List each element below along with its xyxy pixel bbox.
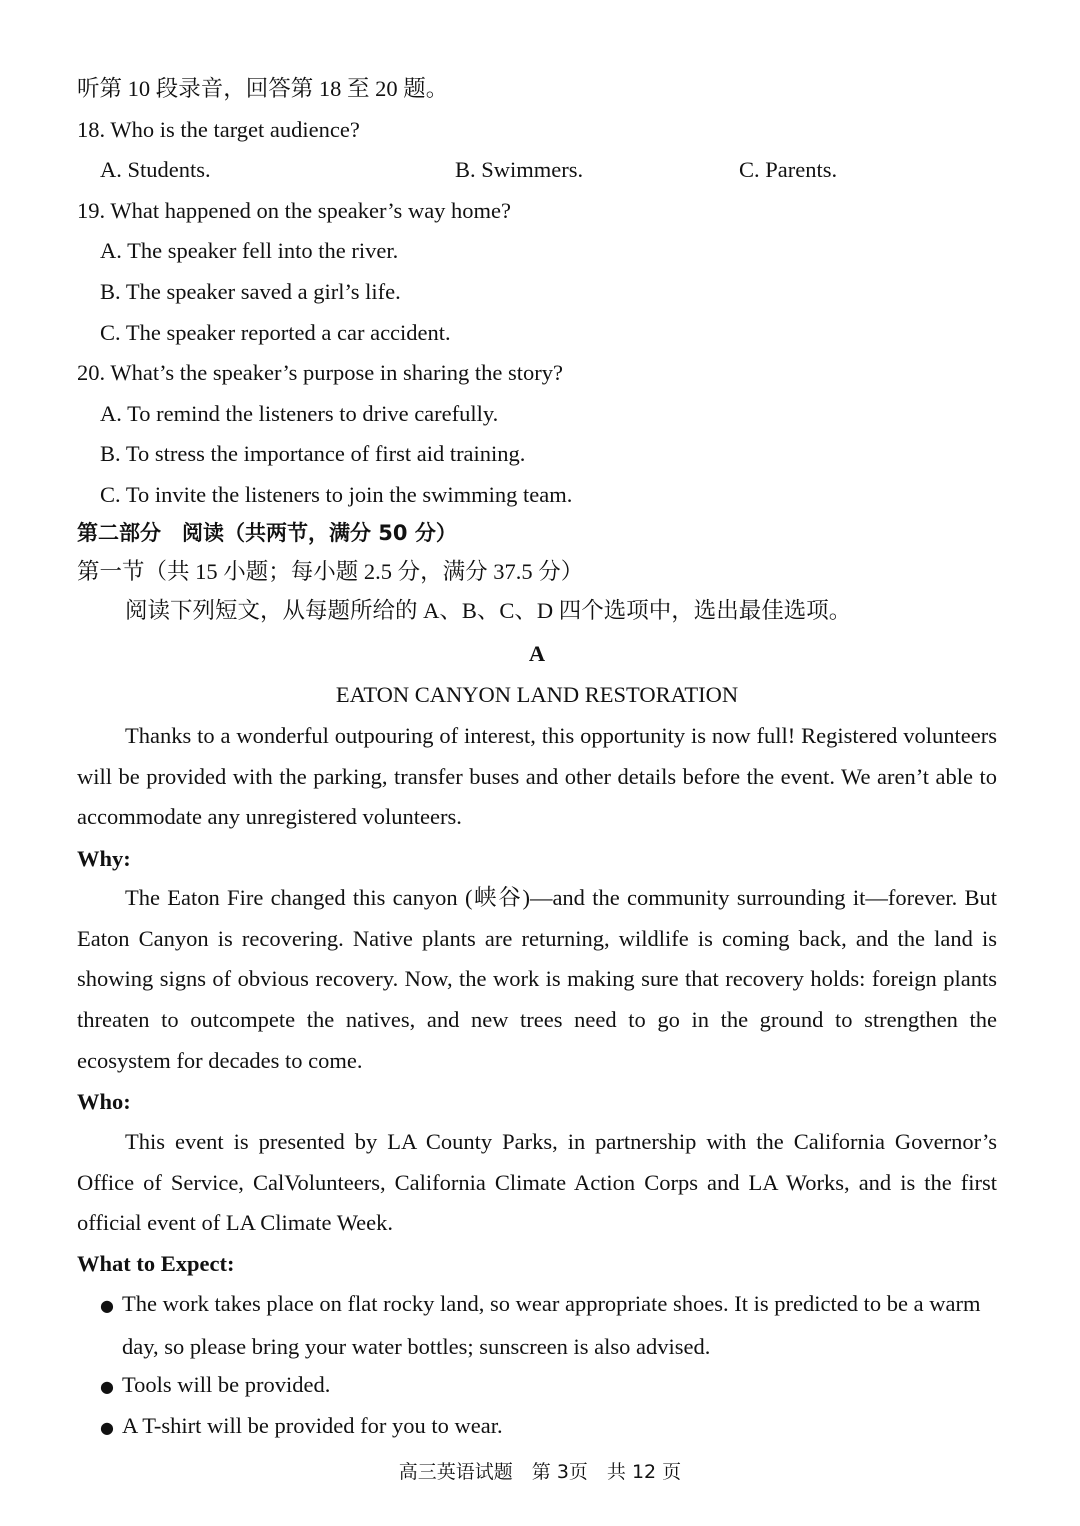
reading-instruction: 阅读下列短文，从每题所给的 A、B、C、D 四个选项中，选出最佳选项。 [125,598,852,623]
why-paragraph: The Eaton Fire changed this canyon (峡谷)—and the community surrounding it—forever. But Eaton Canyon is recovering. Native plants are returning, wildlife is coming back, and the land is showing signs of obvious recovery. Now, the work is making sure that recovery holds: foreign plants threaten to outcompete the natives, and new trees need to go in the ground to strengthen the ecosystem for decades to come. [77,885,997,1073]
expect-item-3-text: A T-shirt will be provided for you to wear. [122,1413,503,1438]
question-18-option-c: C. Parents. [739,157,838,182]
listening-instruction: 听第 10 段录音，回答第 18 至 20 题。 [77,76,449,101]
question-18-option-a: A. Students. [100,157,211,182]
question-19-option-c: C. The speaker reported a car accident. [100,320,451,345]
reading-section-title: 第一节（共 15 小题；每小题 2.5 分，满分 37.5 分） [77,559,584,584]
expect-item-3 [100,1406,1017,1449]
who-paragraph: This event is presented by LA County Parks, in partnership with the California Governor’s Office of Service, CalVolunteers, California Climate Action Corps and LA Works, and is the first official event of LA Climate Week. [77,1129,997,1236]
question-20-option-c: C. To invite the listeners to join the swimming team. [100,482,573,507]
expect-item-1 [100,1284,1017,1367]
who-heading: Who: [77,1089,131,1114]
expect-item-1-text: The work takes place on flat rocky land, so wear appropriate shoes. It is predicted to be a warm day, so please bring your water bottles; sunscreen is also advised. [122,1291,981,1359]
bullet-icon: ● [100,1418,114,1437]
question-20-option-a: A. To remind the listeners to drive carefully. [100,401,499,426]
expect-item-2-text: Tools will be provided. [122,1372,331,1397]
question-19-stem: 19. What happened on the speaker’s way home? [77,198,512,223]
page-footer: 高三英语试题 第 3页 共 12 页 [398,1461,682,1483]
question-19-option-b: B. The speaker saved a girl’s life. [100,279,401,304]
passage-intro: Thanks to a wonderful outpouring of interest, this opportunity is now full! Registered volunteers will be provided with the parking, transfer buses and other details before the event. We aren’t able to accommodate any unregistered volunteers. [77,723,997,830]
question-20-stem: 20. What’s the speaker’s purpose in sharing the story? [77,360,563,385]
question-18-stem: 18. Who is the target audience? [77,117,360,142]
passage-title: EATON CANYON LAND RESTORATION [335,682,739,707]
reading-part-title: 第二部分 阅读（共两节，满分 50 分） [77,521,457,545]
bullet-icon: ● [100,1296,114,1315]
question-20-option-b: B. To stress the importance of first aid training. [100,441,526,466]
passage-letter: A [528,641,546,666]
question-18-option-b: B. Swimmers. [455,157,584,182]
bullet-icon: ● [100,1377,114,1396]
expect-item-2 [100,1365,1017,1408]
question-19-option-a: A. The speaker fell into the river. [100,238,399,263]
why-heading: Why: [77,846,131,871]
expect-heading: What to Expect: [77,1251,235,1276]
